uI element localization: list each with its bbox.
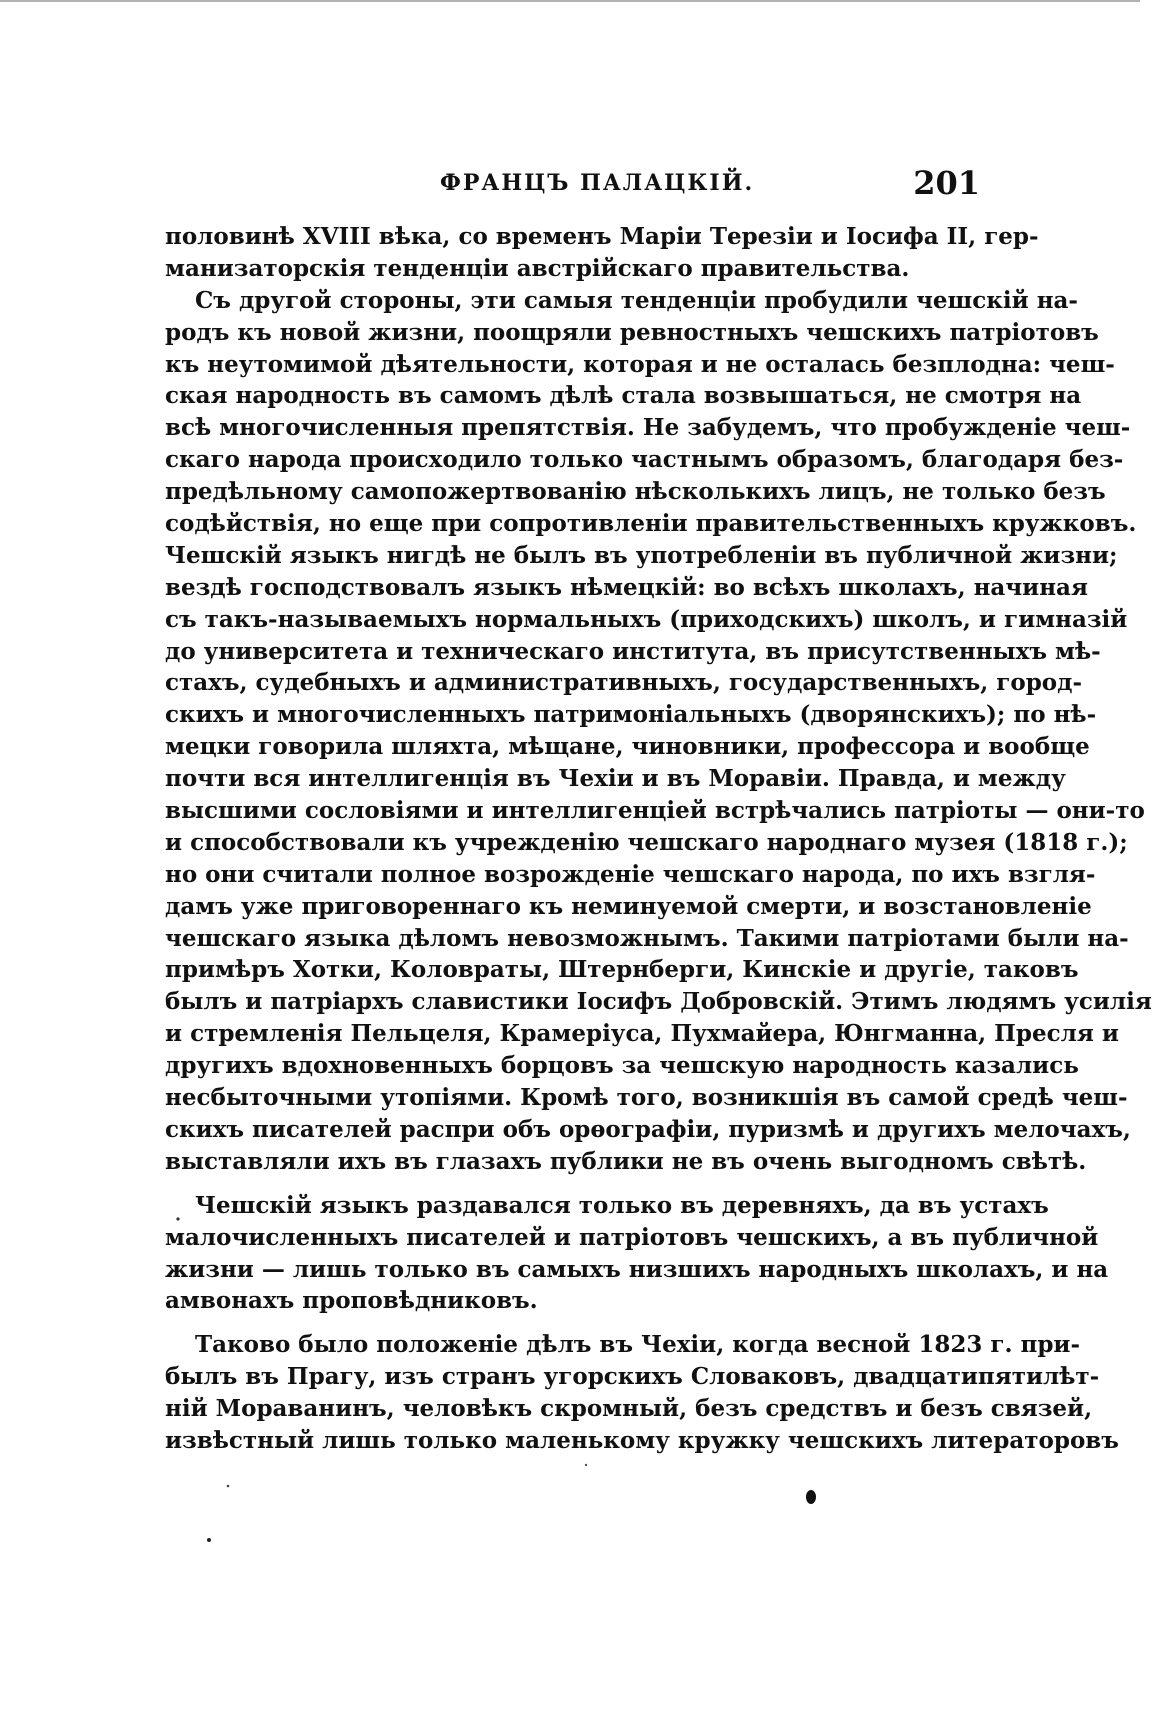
text-line: ская народность въ самомъ дѣлѣ стала возвышаться, не смотря на xyxy=(165,382,1082,410)
scan-top-edge xyxy=(0,0,1140,12)
text-line: скихъ писателей распри объ орѳографіи, пуризмѣ и другихъ мелочахъ, xyxy=(165,1115,1131,1143)
text-line: мецки говорила шляхта, мѣщане, чиновники, профессора и вообще xyxy=(165,733,1090,761)
text-line: но они считали полное возрожденіе чешскаго народа, по ихъ взгля- xyxy=(165,860,1096,888)
text-line: скихъ и многочисленныхъ патримоніальныхъ (дворянскихъ); по нѣ- xyxy=(165,701,1097,729)
text-line: родъ къ новой жизни, поощряли ревностныхъ чешскихъ патріотовъ xyxy=(165,318,1099,346)
text-line: выставляли ихъ въ глазахъ публики не въ очень выгодномъ свѣтѣ. xyxy=(165,1147,1087,1175)
text-line: содѣйствія, но еще при сопротивленіи правительственныхъ кружковъ. xyxy=(165,510,1137,538)
text-line: вездѣ господствовалъ языкъ нѣмецкій: во всѣхъ школахъ, начиная xyxy=(165,573,1088,601)
text-line: манизаторскія тенденціи австрійскаго правительства. xyxy=(165,254,910,282)
text-line: другихъ вдохновенныхъ борцовъ за чешскую народность казались xyxy=(165,1052,1079,1080)
text-line: несбыточными утопіями. Кромѣ того, возникшія въ самой средѣ чеш- xyxy=(165,1084,1128,1112)
text-line: Съ другой стороны, эти самыя тенденціи пробудили чешскій на- xyxy=(195,286,1078,314)
running-title: ФРАНЦЪ ПАЛАЦКІЙ. xyxy=(440,170,755,196)
text-line: былъ въ Прагу, изъ странъ угорскихъ Словаковъ, двадцатипятилѣт- xyxy=(165,1363,1100,1391)
text-line: и стремленія Пельцеля, Крамеріуса, Пухмайера, Юнгманна, Пресля и xyxy=(165,1020,1119,1048)
ink-speck xyxy=(227,1485,230,1488)
running-head xyxy=(170,164,980,208)
text-line: высшими сословіями и интеллигенціей встрѣчались патріоты — они-то xyxy=(165,797,1145,825)
text-line: извѣстный лишь только маленькому кружку чешскихъ литераторовъ xyxy=(165,1426,1119,1454)
text-line: Таково было положеніе дѣлъ въ Чехіи, когда весной 1823 г. при- xyxy=(195,1331,1081,1359)
text-line: жизни — лишь только въ самыхъ низшихъ народныхъ школахъ, и на xyxy=(165,1255,1109,1283)
text-line: малочисленныхъ писателей и патріотовъ чешскихъ, а въ публичной xyxy=(165,1223,1099,1251)
text-line: амвонахъ проповѣдниковъ. xyxy=(165,1287,538,1315)
paragraph xyxy=(165,285,1152,1178)
paragraph-gap xyxy=(165,1317,980,1329)
text-line: и способствовали къ учрежденію чешскаго народнаго музея (1818 г.); xyxy=(165,828,1128,856)
body-text xyxy=(165,221,1152,1457)
text-line: примѣръ Хотки, Коловраты, Штернберги, Кинскіе и другіе, таковъ xyxy=(165,956,1079,984)
text-line: всѣ многочисленныя препятствія. Не забудемъ, что пробужденіе чеш- xyxy=(165,414,1131,442)
text-line: чешскаго языка дѣломъ невозможнымъ. Такими патріотами были на- xyxy=(165,924,1129,952)
text-line: стахъ, судебныхъ и административныхъ, государственныхъ, город- xyxy=(165,669,1083,697)
ink-speck xyxy=(806,1490,816,1504)
page-number: 201 xyxy=(913,164,980,202)
paragraph xyxy=(165,1329,1119,1457)
text-line: дамъ уже приговореннаго къ неминуемой смерти, и возстановленіе xyxy=(165,892,1092,920)
ink-speck xyxy=(207,1538,211,1542)
text-line: съ такъ-называемыхъ нормальныхъ (приходскихъ) школъ, и гимназій xyxy=(165,605,1128,633)
text-line: ній Мораванинъ, человѣкъ скромный, безъ средствъ и безъ связей, xyxy=(165,1395,1093,1423)
text-line: былъ и патріархъ славистики Іосифъ Добровскій. Этимъ людямъ усилія xyxy=(165,988,1152,1016)
paragraph xyxy=(165,1190,1109,1318)
text-line: къ неутомимой дѣятельности, которая и не осталась безплодна: чеш- xyxy=(165,350,1115,378)
text-line: скаго народа происходило только частнымъ образомъ, благодаря без- xyxy=(165,446,1124,474)
ink-speck xyxy=(585,1464,587,1466)
text-line: до университета и техническаго института, въ присутственныхъ мѣ- xyxy=(165,637,1101,665)
text-line: предѣльному самопожертвованію нѣсколькихъ лицъ, не только безъ xyxy=(165,478,1106,506)
paragraph xyxy=(165,221,1039,285)
text-line: почти вся интеллигенція въ Чехіи и въ Моравіи. Правда, и между xyxy=(165,765,1066,793)
text-line: половинѣ XVIII вѣка, со временъ Маріи Терезіи и Іосифа II, гер- xyxy=(165,223,1039,250)
text-line: Чешскій языкъ раздавался только въ деревняхъ, да въ устахъ xyxy=(195,1191,1049,1219)
paragraph-gap xyxy=(165,1178,980,1190)
text-line: Чешскій языкъ нигдѣ не былъ въ употребленіи въ публичной жизни; xyxy=(165,541,1118,569)
